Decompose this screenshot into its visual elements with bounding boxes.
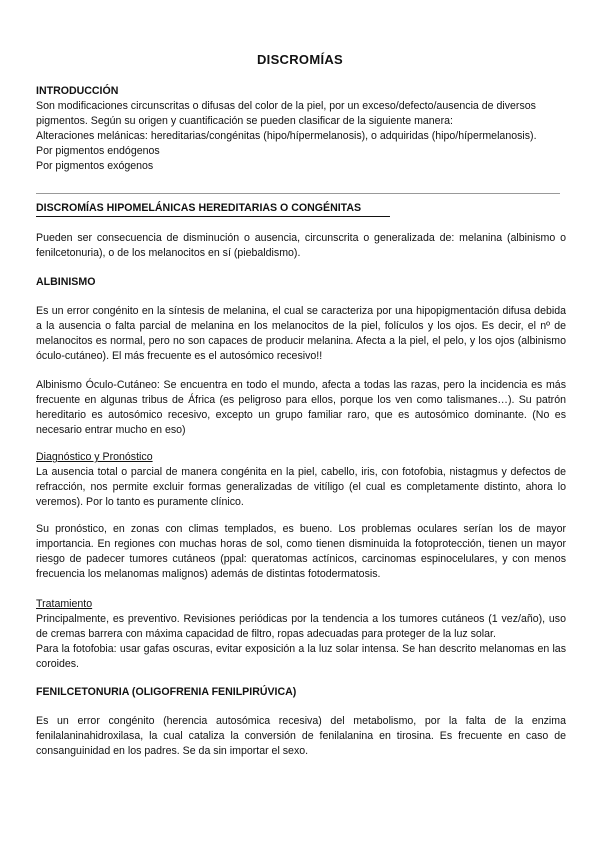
intro-section	[36, 84, 566, 174]
diagnostico-text: La ausencia total o parcial de manera congénita en la piel, cabello, iris, con fotofobia, nistagmus y defectos de refracción, nos permite excluir formas generalizadas de vitíligo (el cual es completamente distinto, ahora lo veremos). Por lo tanto es puramente clínico.	[36, 466, 566, 508]
section-divider	[36, 193, 560, 194]
tratamiento-text-2: Para la fotofobia: usar gafas oscuras, evitar exposición a la luz solar intensa. Se han descrito melanomas en las coroides.	[36, 643, 566, 670]
intro-line: pigmentos. Según su origen y cuantificación se pueden clasificar de la siguiente manera:	[36, 115, 453, 127]
tratamiento-section	[36, 597, 566, 672]
intro-line: Alteraciones melánicas: hereditarias/congénitas (hipo/hípermelanosis), o adquiridas (hipo/hípermelanosis).	[36, 130, 537, 142]
tratamiento-heading: Tratamiento	[36, 598, 93, 610]
diagnostico-heading: Diagnóstico y Pronóstico	[36, 451, 153, 463]
section1-heading-underline	[36, 216, 390, 217]
intro-heading: INTRODUCCIÓN	[36, 85, 119, 97]
albinismo-paragraph-1: Es un error congénito en la síntesis de melanina, el cual se caracteriza por una hipopigmentación difusa debida a la ausencia o falta parcial de melanina en los melanocitos de la piel, folículos y los ojos. Es decir, el nº de melanocitos es normal, pero no son capaces de producir melanina. Afecta a la piel, el pelo, y los ojos (albinismo óculo-cutáneo). El más frecuente es el autosómico recesivo!!	[36, 305, 566, 362]
page-title: DISCROMÍAS	[256, 52, 344, 67]
pronostico-text: Su pronóstico, en zonas con climas templados, es bueno. Los problemas oculares serían los de mayor importancia. En regiones con muchas horas de sol, como tienen disminuida la fotoprotección, tienen un mayor riesgo de padecer tumores cutáneos (ppal: queratomas actínicos, carcinomas espinocelulares, y con menos frecuencia los melanomas malignos) además de distintas fotodermatosis.	[36, 523, 566, 580]
section1	[36, 201, 566, 216]
tratamiento-text-1: Principalmente, es preventivo. Revisiones periódicas por la tendencia a los tumores cutáneos (1 vez/año), uso de cremas barrera con máxima capacidad de filtro, ropas adecuadas para proteger de la luz solar.	[36, 613, 566, 640]
albinismo-paragraph-2: Albinismo Óculo-Cutáneo: Se encuentra en todo el mundo, afecta a todas las razas, pero la incidencia es más frecuente en algunas tribus de África (es peligroso para ellos, porque los ven como talismanes…). Su patrón hereditario es autosómico recesivo, excepto un grupo familiar raro, que es autosómico dominante. (No es necesario entrar mucho en eso)	[36, 379, 566, 436]
intro-line: Son modificaciones circunscritas o difusas del color de la piel, por un exceso/defecto/ausencia de diversos	[36, 100, 536, 112]
fenilcetonuria-heading: FENILCETONURIA (OLIGOFRENIA FENILPIRÚVICA)	[36, 686, 297, 698]
section1-text: Pueden ser consecuencia de disminución o ausencia, circunscrita o generalizada de: melanina (albinismo o fenilcetonuria), o de los melanocitos en sí (piebaldismo).	[36, 232, 566, 259]
diagnostico-section	[36, 450, 566, 510]
intro-line: Por pigmentos exógenos	[36, 160, 154, 172]
intro-line: Por pigmentos endógenos	[36, 145, 160, 157]
section1-heading: DISCROMÍAS HIPOMELÁNICAS HEREDITARIAS O CONGÉNITAS	[36, 202, 362, 214]
albinismo-heading: ALBINISMO	[36, 276, 96, 288]
fenilcetonuria-text: Es un error congénito (herencia autosómica recesiva) del metabolismo, por la falta de la enzima fenilalaninahidroxilasa, la cual cataliza la conversión de fenilalanina en tirosina. Es frecuente en caso de consanguinidad en los padres. Se da sin importar el sexo.	[36, 715, 566, 757]
